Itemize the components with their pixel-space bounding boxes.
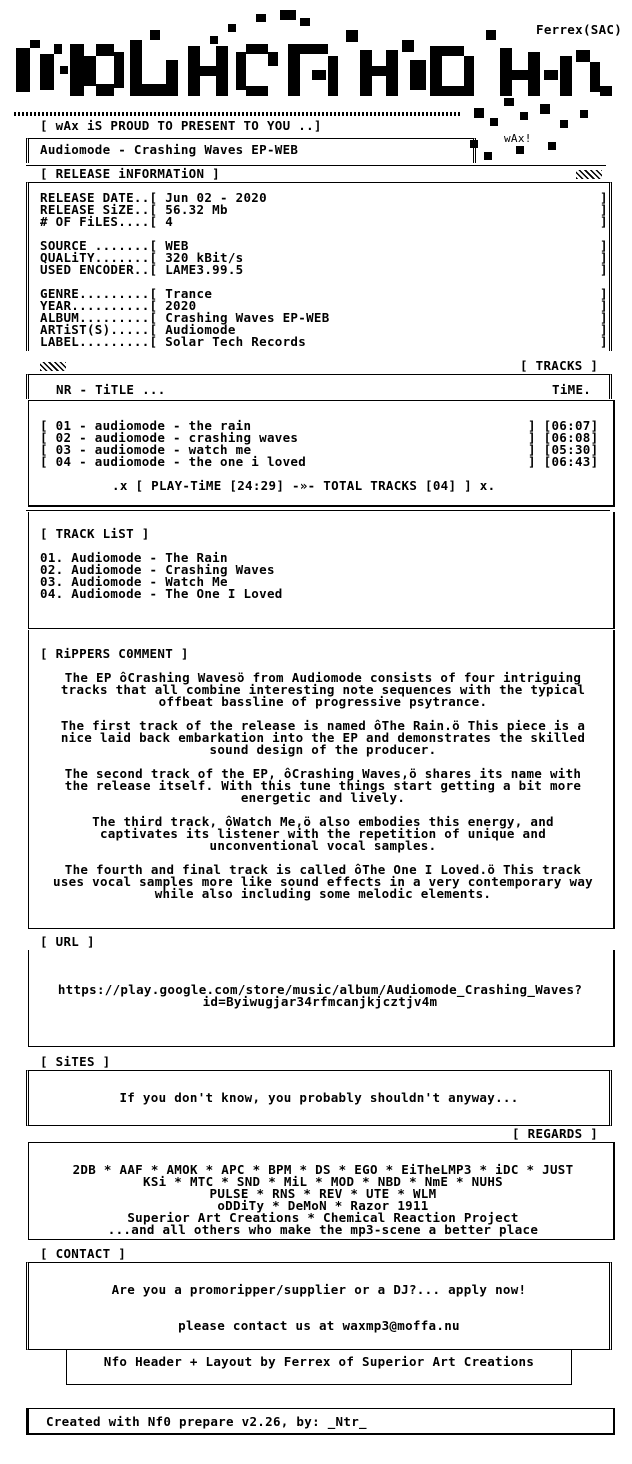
release-info-row: # OF FiLES....[ 4 xyxy=(40,214,174,229)
comment-line: The second track of the EP, ôCrashing Waves,ö shares its name with xyxy=(64,766,582,781)
track-time: ] [05:30] xyxy=(528,442,599,457)
artist-signature: Ferrex(SAC) xyxy=(536,22,623,37)
track-title: [ 04 - audiomode - the one i loved xyxy=(40,454,307,469)
release-info-row: USED ENCODER..[ LAME3.99.5 xyxy=(40,262,244,277)
tracklist-item: 03. Audiomode - Watch Me xyxy=(40,574,228,589)
release-title: Audiomode - Crashing Waves EP-WEB xyxy=(40,142,299,157)
regards-line: ...and all others who make the mp3-scene a better place xyxy=(107,1222,539,1237)
comment-line: The third track, ôWatch Me,ö also embodies this energy, and xyxy=(92,814,554,829)
track-title: [ 01 - audiomode - the rain xyxy=(40,418,252,433)
regards-heading: [ REGARDS ] xyxy=(512,1126,599,1141)
logo-tag: wAx! xyxy=(504,132,532,145)
release-info-row: ARTiST(S).....[ Audiomode xyxy=(40,322,236,337)
hatch-icon xyxy=(40,362,66,371)
contact-email-line[interactable]: please contact us at waxmp3@moffa.nu xyxy=(178,1318,460,1333)
url-line[interactable]: https://play.google.com/store/music/album/Audiomode_Crashing_Waves? xyxy=(57,982,583,997)
regards-line: Superior Art Creations * Chemical Reaction Project xyxy=(127,1210,519,1225)
regards-line: KSi * MTC * SND * MiL * MOD * NBD * NmE * NUHS xyxy=(143,1174,503,1189)
layout-credit: Nfo Header + Layout by Ferrex of Superior Art Creations xyxy=(103,1354,535,1369)
comment-line: The EP ôCrashing Wavesö from Audiomode consists of four intriguing xyxy=(64,670,582,685)
release-info-row: LABEL.........[ Solar Tech Records xyxy=(40,334,307,349)
comment-line: The fourth and final track is called ôThe One I Loved.ö This track xyxy=(64,862,582,877)
release-info-row: QUALiTY.......[ 320 kBit/s xyxy=(40,250,244,265)
tracks-summary: .x [ PLAY-TiME [24:29] -»- TOTAL TRACKS [04] ] x. xyxy=(112,478,496,493)
regards-line: PULSE * RNS * REV * UTE * WLM xyxy=(209,1186,437,1201)
comment-line: sound design of the producer. xyxy=(209,742,437,757)
comment-line: the release itself. With this tune things start getting a bit more xyxy=(64,778,582,793)
tracks-heading: [ TRACKS ] xyxy=(520,358,599,373)
comment-line: The first track of the release is named ôThe Rain.ö This piece is a xyxy=(60,718,586,733)
tracklist-item: 04. Audiomode - The One I Loved xyxy=(40,586,283,601)
release-info-closer: ] xyxy=(600,190,608,205)
track-time: ] [06:07] xyxy=(528,418,599,433)
tracklist-heading: [ TRACK LiST ] xyxy=(40,526,150,541)
regards-line: oDDiTy * DeMoN * Razor 1911 xyxy=(217,1198,429,1213)
track-time: ] [06:43] xyxy=(528,454,599,469)
release-info-closer: ] xyxy=(600,262,608,277)
release-info-closer: ] xyxy=(600,334,608,349)
release-info-row: RELEASE SiZE..[ 56.32 Mb xyxy=(40,202,228,217)
release-info-row: YEAR..........[ 2020 xyxy=(40,298,197,313)
created-credit: Created with Nf0 prepare v2.26, by: _Ntr_ xyxy=(46,1414,367,1429)
contact-box xyxy=(26,1262,612,1350)
comment-line: captivates its listener with the repetition of unique and xyxy=(99,826,547,841)
tracklist-item: 02. Audiomode - Crashing Waves xyxy=(40,562,275,577)
comment-line: energetic and lively. xyxy=(240,790,406,805)
contact-line: Are you a promoripper/supplier or a DJ?... apply now! xyxy=(111,1282,527,1297)
release-info-row: GENRE.........[ Trance xyxy=(40,286,213,301)
release-info-closer: ] xyxy=(600,310,608,325)
comment-line: tracks that all combine interesting note sequences with the typical xyxy=(60,682,586,697)
release-info-row: RELEASE DATE..[ Jun 02 - 2020 xyxy=(40,190,267,205)
sites-text: If you don't know, you probably shouldn't anyway... xyxy=(119,1090,519,1105)
comment-line: uses vocal samples more like sound effects in a very contemporary way xyxy=(53,874,593,889)
release-info-closer: ] xyxy=(600,250,608,265)
tracklist-item: 01. Audiomode - The Rain xyxy=(40,550,228,565)
comment-line: unconventional vocal samples. xyxy=(209,838,437,853)
release-info-closer: ] xyxy=(600,214,608,229)
present-line: [ wAx iS PROUD TO PRESENT TO YOU ..] xyxy=(40,118,322,133)
url-heading: [ URL ] xyxy=(40,934,95,949)
release-info-row: ALBUM.........[ Crashing Waves EP-WEB xyxy=(40,310,330,325)
hatch-icon xyxy=(576,170,602,179)
release-info-closer: ] xyxy=(600,322,608,337)
track-title: [ 03 - audiomode - watch me xyxy=(40,442,252,457)
release-info-closer: ] xyxy=(600,298,608,313)
release-info-row: SOURCE .......[ WEB xyxy=(40,238,189,253)
comment-heading: [ RiPPERS C0MMENT ] xyxy=(40,646,189,661)
track-title: [ 02 - audiomode - crashing waves xyxy=(40,430,299,445)
comment-line: while also including some melodic elements. xyxy=(154,886,492,901)
tracks-col-title: NR - TiTLE ... xyxy=(56,382,166,397)
sites-heading: [ SiTES ] xyxy=(40,1054,111,1069)
tracks-col-time: TiME. xyxy=(552,382,592,397)
contact-heading: [ CONTACT ] xyxy=(40,1246,127,1261)
comment-line: offbeat bassline of progressive psytrance. xyxy=(158,694,488,709)
url-line[interactable]: id=Byiwugjar34rfmcanjkjcztjv4m xyxy=(202,994,438,1009)
comment-line: nice laid back embarkation into the EP and demonstrates the skilled xyxy=(60,730,586,745)
track-time: ] [06:08] xyxy=(528,430,599,445)
release-info-heading: [ RELEASE iNFORMATiON ] xyxy=(40,166,220,181)
release-info-closer: ] xyxy=(600,286,608,301)
release-info-closer: ] xyxy=(600,202,608,217)
release-info-closer: ] xyxy=(600,238,608,253)
regards-line: 2DB * AAF * AMOK * APC * BPM * DS * EGO * EiTheLMP3 * iDC * JUST xyxy=(72,1162,574,1177)
